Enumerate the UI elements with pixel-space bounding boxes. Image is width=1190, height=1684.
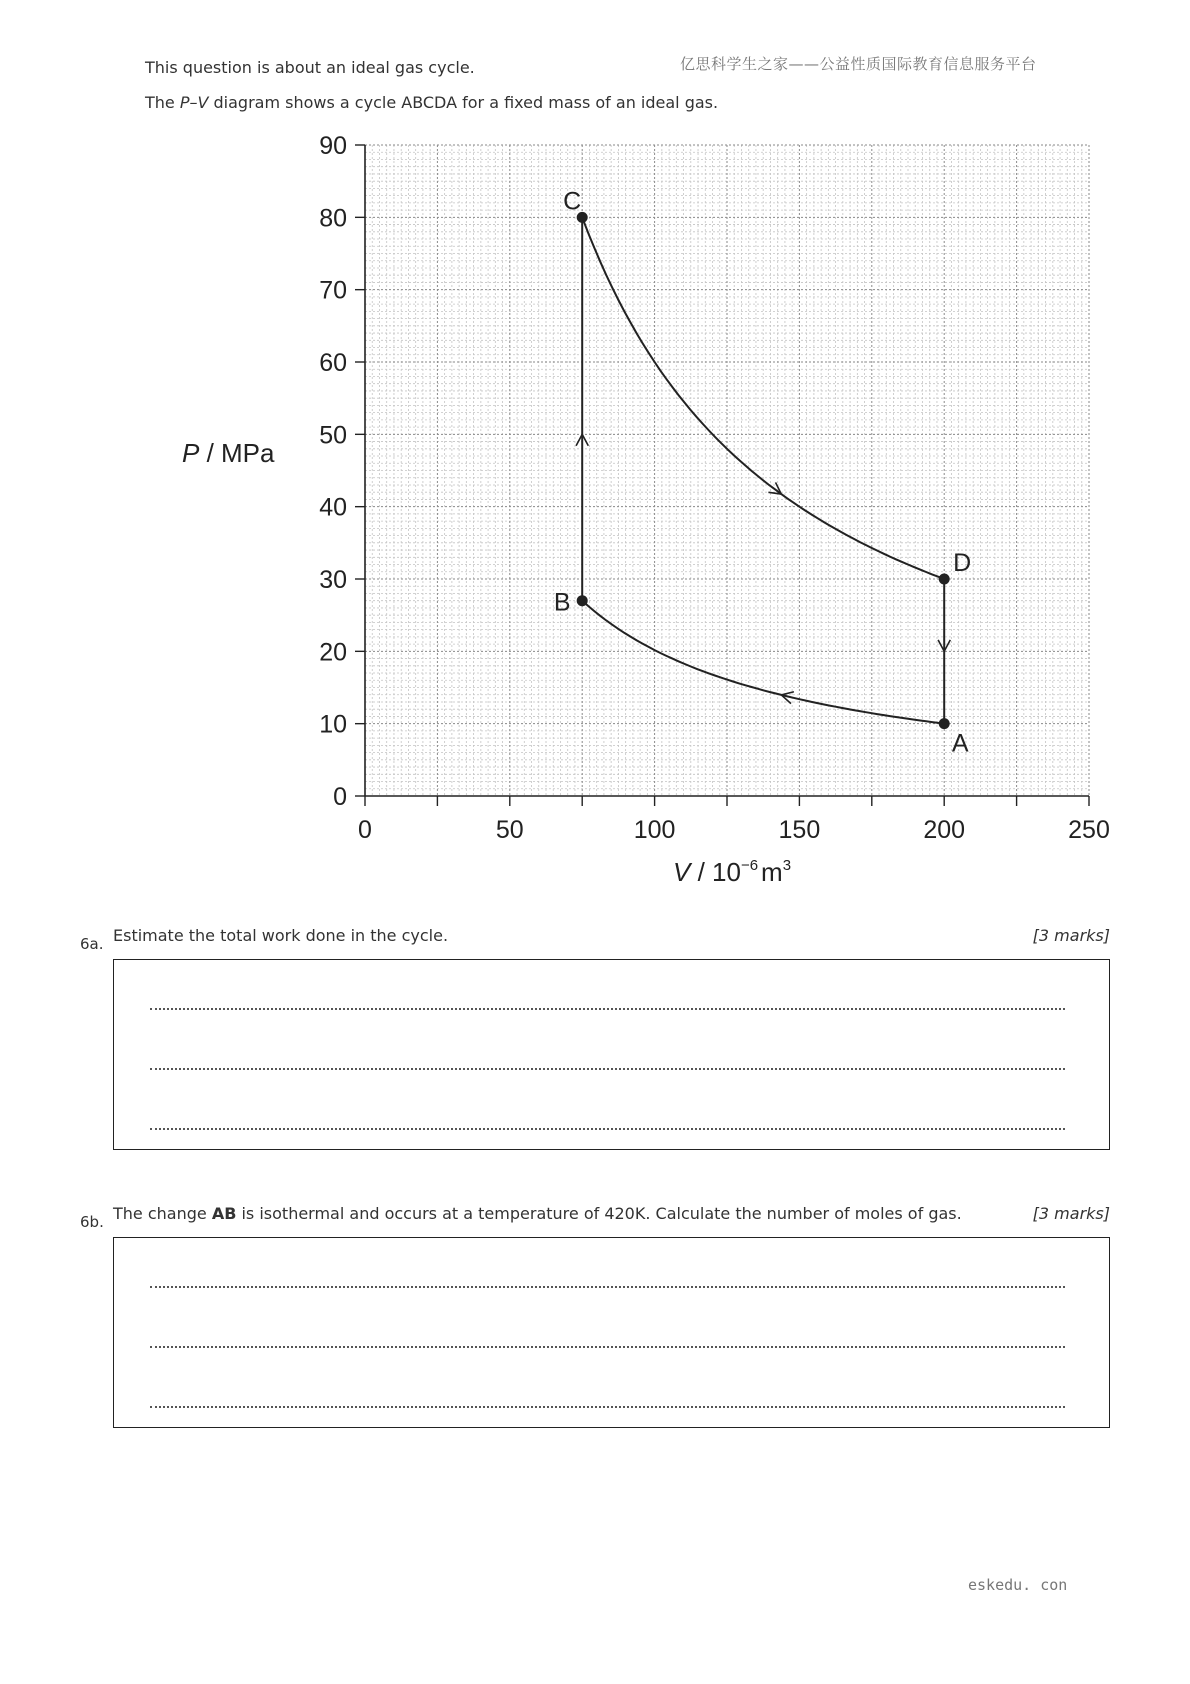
y-tick-label: 60	[319, 349, 347, 377]
question-6b-number: 6b.	[80, 1213, 104, 1231]
y-axis-label: P / MPa	[182, 438, 275, 468]
question-6b-text	[113, 1204, 962, 1223]
point-label-D: D	[953, 549, 972, 577]
answer-line[interactable]	[150, 1346, 1065, 1348]
state-points	[554, 187, 971, 757]
question-6b-suffix: is isothermal and occurs at a temperature of 420K. Calculate the number of moles of gas.	[236, 1204, 962, 1223]
y-tick-label: 90	[319, 132, 347, 160]
intro-line-2-suffix: diagram shows a cycle ABCDA for a fixed mass of an ideal gas.	[208, 93, 719, 112]
y-tick-label: 0	[333, 783, 347, 811]
x-tick-label: 100	[633, 816, 676, 844]
question-6b-bold: AB	[211, 1204, 237, 1223]
x-tick-label: 200	[923, 816, 966, 844]
header-watermark: 亿思科学生之家——公益性质国际教育信息服务平台	[680, 55, 1037, 73]
x-tick-label: 250	[1068, 816, 1110, 844]
y-tick-label: 20	[319, 638, 347, 667]
point-B	[577, 595, 588, 606]
point-A	[939, 718, 950, 729]
question-6a-number: 6a.	[80, 935, 104, 953]
y-tick-label: 10	[319, 710, 347, 739]
answer-box-6b[interactable]	[113, 1237, 1110, 1428]
y-tick-label: 80	[319, 204, 347, 233]
ticks	[355, 145, 1089, 806]
intro-line-2-italic: P–V	[179, 93, 209, 112]
x-tick-label: 0	[358, 816, 372, 844]
x-tick-label: 150	[778, 816, 821, 844]
point-label-A: A	[951, 729, 969, 758]
question-6a-text: Estimate the total work done in the cycle.	[113, 926, 449, 945]
intro-line-1: This question is about an ideal gas cycle.	[145, 58, 475, 77]
answer-line[interactable]	[150, 1068, 1065, 1070]
footer-site: eskedu. con	[968, 1576, 1068, 1594]
y-tick-label: 50	[319, 421, 347, 450]
answer-line[interactable]	[150, 1286, 1065, 1288]
answer-line[interactable]	[150, 1128, 1065, 1130]
y-tick-label: 40	[319, 493, 347, 522]
point-label-B: B	[553, 588, 571, 617]
answer-line[interactable]	[150, 1008, 1065, 1010]
y-tick-label: 30	[319, 566, 347, 594]
question-6b-marks: [3 marks]	[1032, 1204, 1110, 1223]
answer-line[interactable]	[150, 1406, 1065, 1408]
point-D	[939, 574, 950, 585]
x-tick-label: 50	[495, 816, 524, 844]
intro-line-2-prefix: The	[145, 93, 180, 112]
x-axis-label: V / $10^{-6}$ $m^3$	[673, 857, 792, 887]
point-label-C: C	[563, 187, 582, 216]
answer-box-6a[interactable]	[113, 959, 1110, 1150]
y-tick-label: 70	[319, 276, 347, 305]
question-6b-prefix: The change	[113, 1204, 212, 1223]
question-6a-marks: [3 marks]	[1032, 926, 1110, 945]
